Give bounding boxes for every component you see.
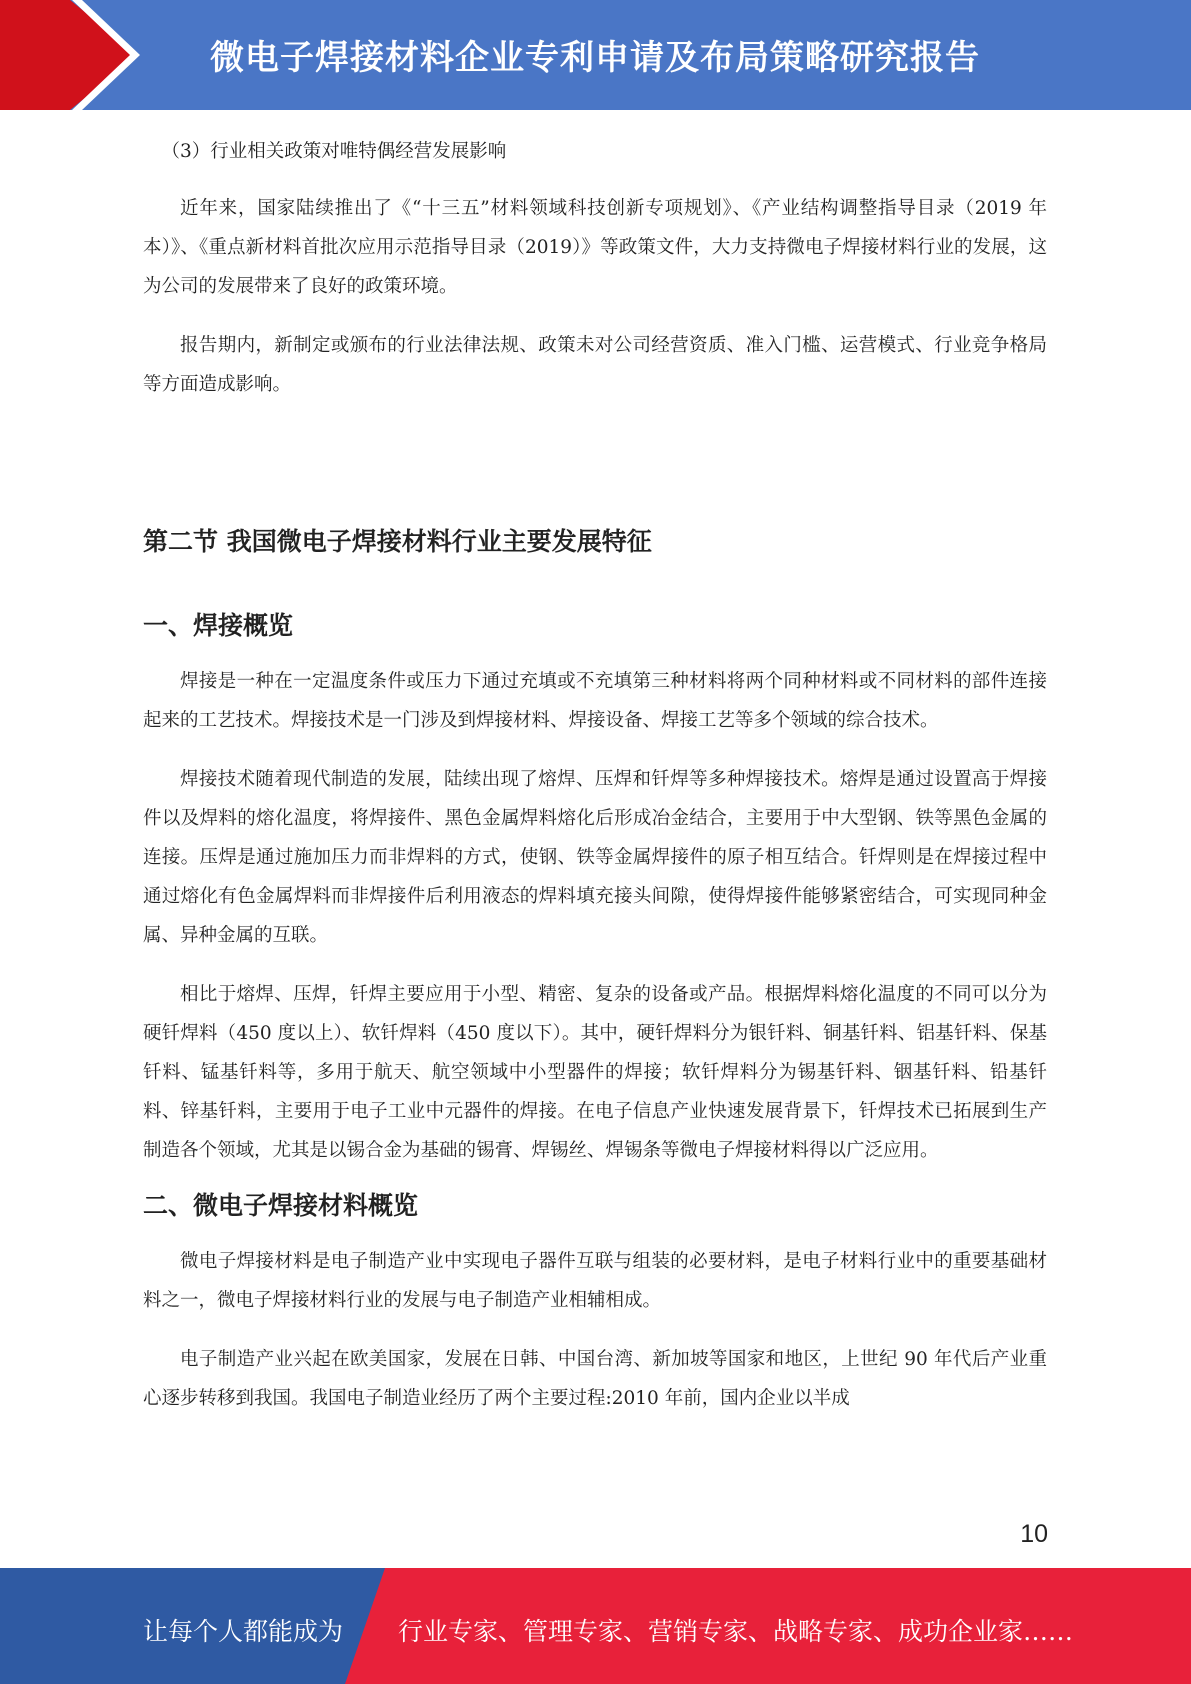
- subsection-title-welding-overview: 一、焊接概览: [143, 611, 294, 640]
- paragraph-materials-definition: 微电子焊接材料是电子制造产业中实现电子器件互联与组装的必要材料，是电子材料行业中的重要基础材料之一，微电子焊接材料行业的发展与电子制造产业相辅相成。: [143, 1251, 1047, 1311]
- page-header: [0, 0, 1191, 110]
- page-number: 10: [1020, 1520, 1048, 1548]
- header-title: 微电子焊接材料企业专利申请及布局策略研究报告: [210, 38, 980, 78]
- section-title: 第二节 我国微电子焊接材料行业主要发展特征: [143, 527, 652, 556]
- paragraph-welding-definition: 焊接是一种在一定温度条件或压力下通过充填或不充填第三种材料将两个同种材料或不同材料的部件连接起来的工艺技术。焊接技术是一门涉及到焊接材料、焊接设备、焊接工艺等多个领域的综合技术。: [143, 671, 1047, 731]
- paragraph-reporting-period: 报告期内，新制定或颁布的行业法律法规、政策未对公司经营资质、准入门槛、运营模式、行业竞争格局等方面造成影响。: [143, 335, 1047, 395]
- page-footer: [0, 1568, 1191, 1684]
- footer-slogan-left: 让每个人都能成为: [143, 1617, 344, 1646]
- paragraph-welding-techniques: 焊接技术随着现代制造的发展，陆续出现了熔焊、压焊和钎焊等多种焊接技术。熔焊是通过设置高于焊接件以及焊料的熔化温度，将焊接件、黑色金属焊料熔化后形成冶金结合，主要用于中大型钢、铁等黑色金属的连接。压焊是通过施加压力而非焊料的方式，使钢、铁等金属焊接件的原子相互结合。钎焊则是在焊接过程中通过熔化有色金属焊料而非焊接件后利用液态的焊料填充接头间隙，使得焊接件能够紧密结合，可实现同种金属、异种金属的互联。: [143, 769, 1047, 946]
- header-chevron-icon: [72, 0, 152, 110]
- subsection-title-materials-overview: 二、微电子焊接材料概览: [143, 1191, 419, 1220]
- paragraph-brazing: 相比于熔焊、压焊，钎焊主要应用于小型、精密、复杂的设备或产品。根据焊料熔化温度的不同可以分为硬钎焊料（450 度以上）、软钎焊料（450 度以下）。其中，硬钎焊料分为银钎料、铜基钎料、铝基钎料、保基钎料、锰基钎料等，多用于航天、航空领域中小型器件的焊接；软钎焊料分为锡基钎料、铟基钎料、铅基钎料、锌基钎料，主要用于电子工业中元器件的焊接。在电子信息产业快速发展背景下，钎焊技术已拓展到生产制造各个领域，尤其是以锡合金为基础的锡膏、焊锡丝、焊锡条等微电子焊接材料得以广泛应用。: [143, 984, 1047, 1161]
- item-3-heading: （3）行业相关政策对唯特偶经营发展影响: [161, 141, 507, 162]
- header-red-block: [0, 0, 70, 110]
- paragraph-industry-history: 电子制造产业兴起在欧美国家，发展在日韩、中国台湾、新加坡等国家和地区，上世纪 90 年代后产业重心逐步转移到我国。我国电子制造业经历了两个主要过程:2010 年前，国内企业以半成: [143, 1349, 1047, 1409]
- paragraph-policy: 近年来，国家陆续推出了《“十三五”材料领域科技创新专项规划》、《产业结构调整指导目录（2019 年本）》、《重点新材料首批次应用示范指导目录（2019）》等政策文件，大力支持微电子焊接材料行业的发展，这为公司的发展带来了良好的政策环境。: [143, 198, 1047, 297]
- footer-slogan-right: 行业专家、管理专家、营销专家、战略专家、成功企业家……: [398, 1617, 1074, 1646]
- document-body: [143, 132, 1047, 1418]
